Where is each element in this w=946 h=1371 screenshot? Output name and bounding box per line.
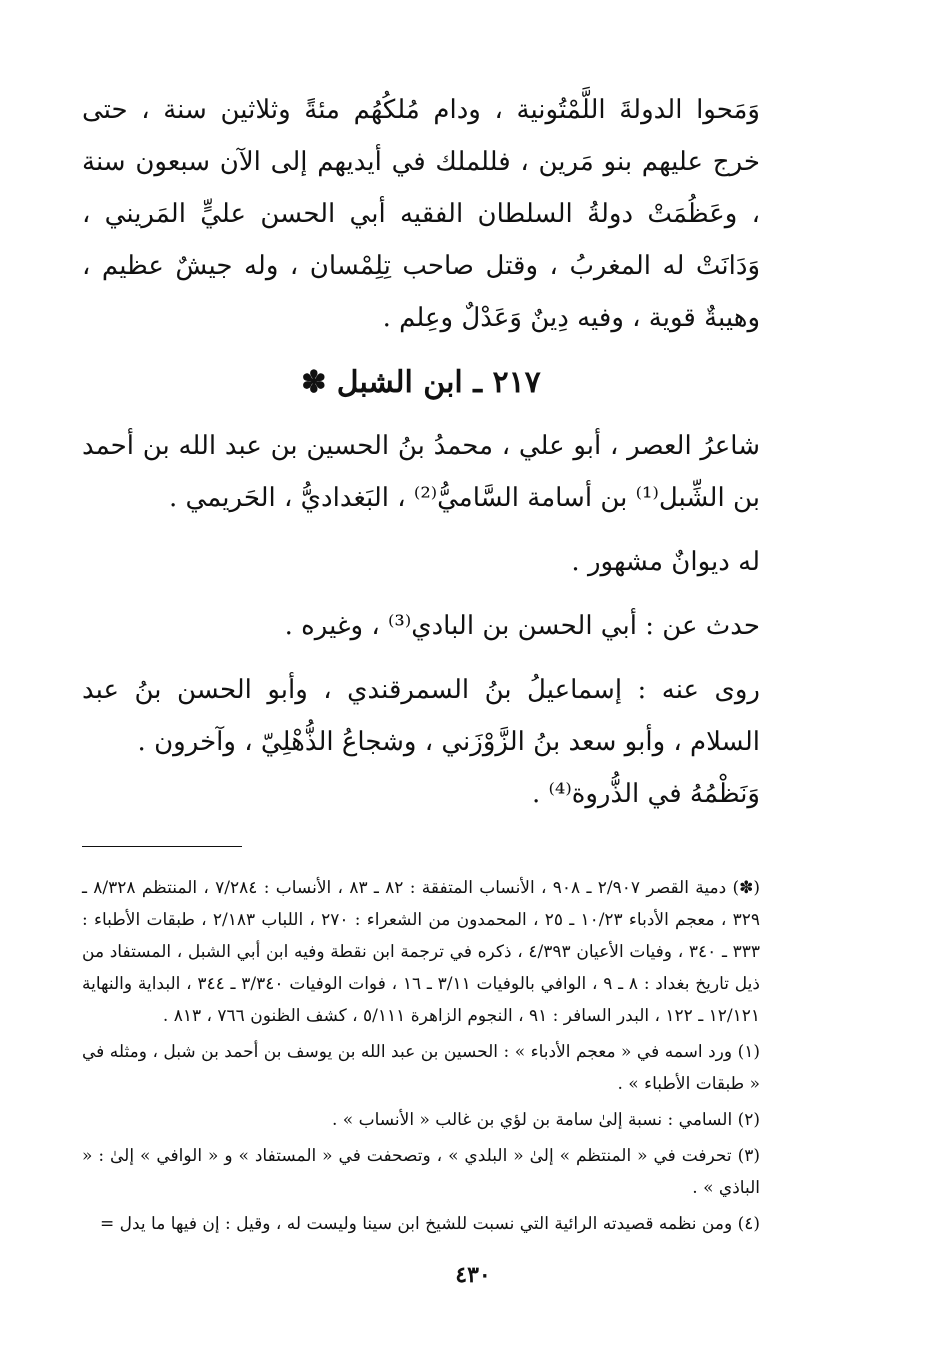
footnote-separator	[82, 840, 760, 858]
footnote-3: (٣) تحرفت في « المنتظم » إلىٰ « البلدي » ، وتصحفت في « المستفاد » و « الوافي » إلىٰ : « الباذي » .	[82, 1146, 760, 1198]
entry-title: ٢١٧ ـ ابن الشبل ✽	[301, 365, 541, 400]
footnote-sources: (✽) دمية القصر ٢/٩٠٧ ـ ٩٠٨ ، الأنساب المتفقة : ٨٢ ـ ٨٣ ، الأنساب : ٧/٢٨٤ ، المنتظم ٨/٣٢٨ ـ ٣٢٩ ، معجم الأدباء ١٠/٢٣ ـ ٢٥ ، المحمدون من الشعراء : ٢٧٠ ، اللباب ٢/١٨٣ ، طبقات الأطباء : ٣٣٣ ـ ٣٤٠ ، وفيات الأعيان ٤/٣٩٣ ، ذكره في ترجمة ابن نقطة وفيه ابن أبي الشبل ، المستفاد من ذيل تاريخ بغداد : ٨ ـ ٩ ، الوافي بالوفيات ٣/١١ ـ ١٦ ، فوات الوفيات ٣/٣٤٠ ـ ٣٤٤ ، البداية والنهاية ١٢/١٢١ ـ ١٢٢ ، البدر السافر : ٩١ ، النجوم الزاهرة ٥/١١١ ، كشف الظنون ٧٦٦ ، ٨١٣ .	[82, 878, 761, 1026]
page-number: ٤٣٠	[455, 1262, 491, 1288]
entry-paragraph-poetry: وَنَظْمُهُ في الذُّروة⁽⁴⁾ .	[532, 779, 760, 809]
entry-paragraph-students: روى عنه : إسماعيلُ بنُ السمرقندي ، وأبو الحسن بنُ عبد السلام ، وأبو سعد بنُ الزَّوْزَني ، وشجاعُ الذُّهْلِيّ ، وآخرون .	[82, 675, 760, 757]
footnote-1: (١) ورد اسمه في « معجم الأدباء » : الحسين بن عبد الله بن يوسف بن أحمد بن شبل ، ومثله في « طبقات الأطباء » .	[82, 1042, 760, 1094]
footnote-4: (٤) ومن نظمه قصيدته الرائية التي نسبت للشيخ ابن سينا وليست له ، وقيل : إن فيها ما يدل =	[99, 1214, 760, 1234]
footnote-rule	[82, 846, 242, 847]
footnotes	[82, 872, 760, 1240]
page-content	[82, 84, 760, 1244]
entry-paragraph-diwan: له ديوانٌ مشهور .	[571, 547, 760, 577]
entry-paragraph-teachers: حدث عن : أبي الحسن بن البادي⁽³⁾ ، وغيره .	[284, 611, 760, 641]
entry-paragraph-lineage: شاعرُ العصر ، أبو علي ، محمدُ بنُ الحسين بن عبد الله بن أحمد بن الشِّبل⁽¹⁾ بن أسامة السَّاميُّ⁽²⁾ ، البَغداديُّ ، الحَريمي .	[82, 431, 760, 513]
footnote-2: (٢) السامي : نسبة إلىٰ سامة بن لؤي بن غالب « الأنساب » .	[331, 1110, 760, 1130]
intro-paragraph: وَمَحوا الدولةَ اللَّمْتُونية ، ودام مُلكُهُم مئةً وثلاثين سنة ، حتى خرج عليهم بنو مَرين ، فللملك في أيديهم إلى الآن سبعون سنة ، وعَظُمَتْ دولةُ السلطان الفقيه أبي الحسن عليٍّ المَريني ، وَدَانَتْ له المغربُ ، وقتل صاحب تِلِمْسان ، وله جيشٌ عظيم ، وهيبةٌ قوية ، وفيه دِينٌ وَعَدْلٌ وعِلم .	[82, 95, 760, 333]
